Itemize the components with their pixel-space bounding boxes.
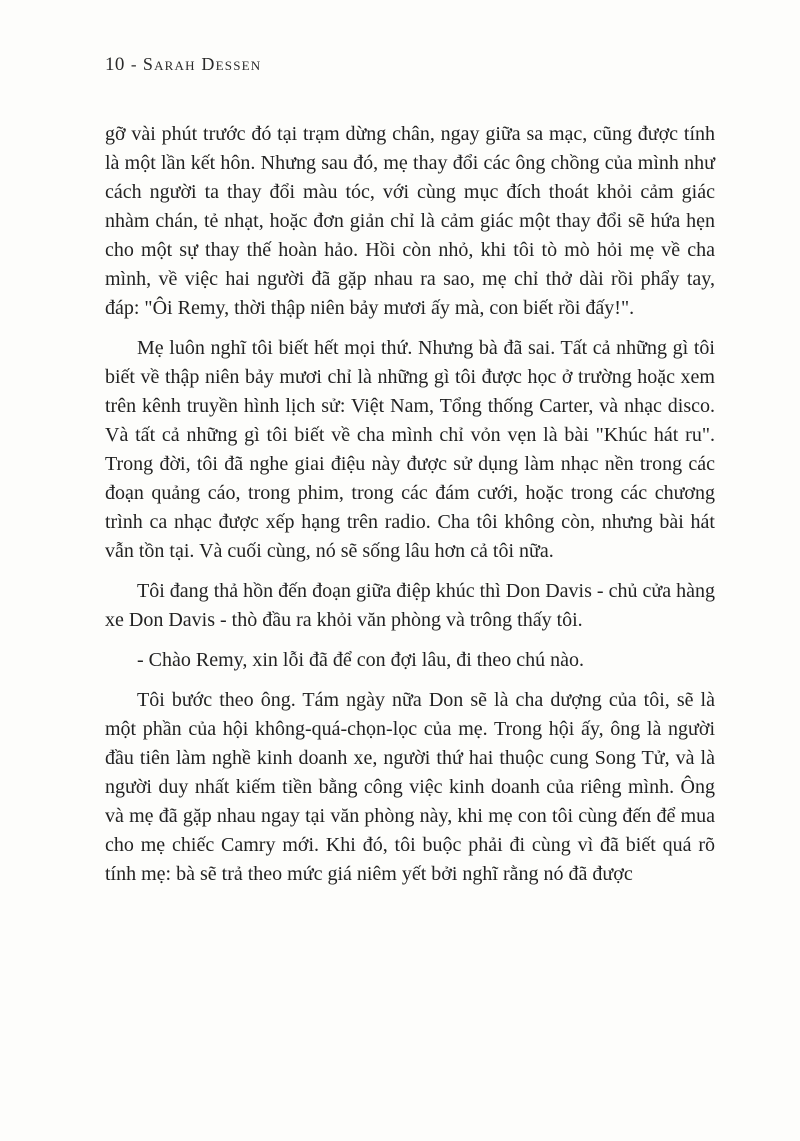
paragraph: Tôi bước theo ông. Tám ngày nữa Don sẽ là cha dượng của tôi, sẽ là một phần của hội không-quá-chọn-lọc của mẹ. Trong hội ấy, ông là người đầu tiên làm nghề kinh doanh xe, người thứ hai thuộc cung Song Tử, và là người duy nhất kiếm tiền bằng công việc kinh doanh của riêng mình. Ông và mẹ đã gặp nhau ngay tại văn phòng này, khi mẹ con tôi cùng đến để mua cho mẹ chiếc Camry mới. Khi đó, tôi buộc phải đi cùng vì đã biết quá rõ tính mẹ: bà sẽ trả theo mức giá niêm yết bởi nghĩ rằng nó đã được	[105, 689, 715, 885]
page-number: 10	[105, 54, 125, 75]
paragraph: gỡ vài phút trước đó tại trạm dừng chân, ngay giữa sa mạc, cũng được tính là một lần kết hôn. Nhưng sau đó, mẹ thay đổi các ông chồng của mình như cách người ta thay đổi màu tóc, với cùng mục đích thoát khỏi cảm giác nhàm chán, tẻ nhạt, hoặc đơn giản chỉ là cảm giác một thay đổi sẽ hứa hẹn cho một sự thay thế hoàn hảo. Hồi còn nhỏ, khi tôi tò mò hỏi mẹ về cha mình, về việc hai người đã gặp nhau ra sao, mẹ chỉ thở dài rồi phẩy tay, đáp: "Ôi Remy, thời thập niên bảy mươi ấy mà, con biết rồi đấy!".	[105, 123, 715, 319]
header-separator: -	[130, 55, 137, 74]
paragraph: - Chào Remy, xin lỗi đã để con đợi lâu, đi theo chú nào.	[137, 649, 584, 671]
paragraph: Mẹ luôn nghĩ tôi biết hết mọi thứ. Nhưng bà đã sai. Tất cả những gì tôi biết về thập niên bảy mươi chỉ là những gì tôi được học ở trường hoặc xem trên kênh truyền hình lịch sử: Việt Nam, Tổng thống Carter, và nhạc disco. Và tất cả những gì tôi biết về cha mình chỉ vỏn vẹn là bài "Khúc hát ru". Trong đời, tôi đã nghe giai điệu này được sử dụng làm nhạc nền trong các đoạn quảng cáo, trong phim, trong các đám cưới, hoặc trong các chương trình ca nhạc được xếp hạng trên radio. Cha tôi không còn, nhưng bài hát vẫn tồn tại. Và cuối cùng, nó sẽ sống lâu hơn cả tôi nữa.	[105, 337, 715, 562]
author-name: Sarah Dessen	[142, 54, 262, 74]
page-body	[105, 120, 715, 889]
page-header	[105, 54, 715, 76]
paragraph: Tôi đang thả hồn đến đoạn giữa điệp khúc thì Don Davis - chủ cửa hàng xe Don Davis - thò đầu ra khỏi văn phòng và trông thấy tôi.	[105, 580, 715, 631]
